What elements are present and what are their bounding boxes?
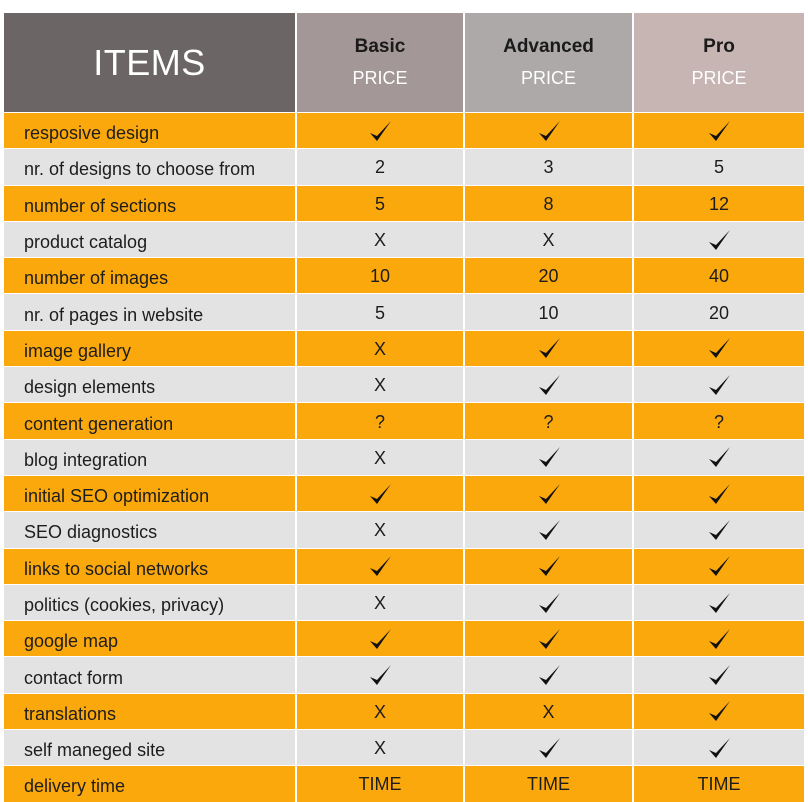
table-row [4, 548, 804, 584]
value-pro [634, 258, 804, 293]
check-icon [634, 367, 804, 402]
table-row [4, 221, 804, 257]
check-icon [634, 476, 804, 511]
feature-label: product catalog [4, 222, 297, 257]
feature-label: number of sections [4, 186, 297, 221]
plan-price-advanced: PRICE [520, 68, 576, 88]
value-advanced [465, 294, 634, 329]
check-icon [465, 331, 634, 366]
value-advanced [465, 186, 634, 221]
feature-label: nr. of designs to choose from [4, 149, 297, 184]
cell-value: X [373, 230, 386, 251]
feature-label: initial SEO optimization [4, 476, 297, 511]
table-row [4, 439, 804, 475]
plan-price-basic: PRICE [352, 68, 408, 88]
cell-value: TIME [697, 774, 741, 795]
cell-value: X [373, 375, 386, 396]
plan-price-pro: PRICE [691, 68, 747, 88]
value-basic [297, 331, 465, 366]
cell-value: X [373, 520, 386, 541]
table-row [4, 330, 804, 366]
cell-value: 10 [538, 302, 559, 323]
feature-label: contact form [4, 657, 297, 692]
check-icon [634, 440, 804, 475]
feature-label: links to social networks [4, 549, 297, 584]
feature-rows [4, 112, 804, 802]
table-row [4, 729, 804, 765]
feature-label: number of images [4, 258, 297, 293]
check-icon [465, 512, 634, 547]
value-pro [634, 149, 804, 184]
value-basic [297, 367, 465, 402]
check-icon [634, 512, 804, 547]
check-icon [465, 657, 634, 692]
cell-value: X [373, 338, 386, 359]
value-pro [634, 403, 804, 438]
value-basic [297, 403, 465, 438]
table-row [4, 257, 804, 293]
cell-value: X [542, 701, 555, 722]
feature-label: SEO diagnostics [4, 512, 297, 547]
check-icon [465, 585, 634, 620]
feature-label: nr. of pages in website [4, 294, 297, 329]
check-icon [634, 113, 804, 148]
cell-value: 40 [708, 266, 730, 287]
cell-value: X [542, 230, 555, 251]
items-header-label: ITEMS [93, 41, 206, 83]
feature-label: content generation [4, 403, 297, 438]
cell-value: X [373, 738, 386, 759]
value-pro [634, 766, 804, 801]
value-basic [297, 440, 465, 475]
check-icon [465, 730, 634, 765]
check-icon [465, 476, 634, 511]
table-row [4, 656, 804, 692]
cell-value: 12 [708, 193, 730, 214]
check-icon [634, 549, 804, 584]
value-basic [297, 512, 465, 547]
cell-value: 3 [543, 157, 554, 178]
table-row [4, 584, 804, 620]
value-advanced [465, 222, 634, 257]
check-icon [297, 621, 465, 656]
table-row [4, 511, 804, 547]
value-basic [297, 585, 465, 620]
value-basic [297, 149, 465, 184]
value-basic [297, 766, 465, 801]
cell-value: 8 [543, 193, 554, 214]
value-advanced [465, 258, 634, 293]
items-header [4, 13, 297, 112]
value-advanced [465, 149, 634, 184]
check-icon [634, 657, 804, 692]
check-icon [634, 694, 804, 729]
cell-value: 20 [538, 266, 559, 287]
check-icon [634, 331, 804, 366]
check-icon [297, 657, 465, 692]
cell-value: ? [543, 411, 554, 432]
value-basic [297, 186, 465, 221]
check-icon [634, 585, 804, 620]
check-icon [297, 549, 465, 584]
value-advanced [465, 766, 634, 801]
cell-value: X [373, 447, 386, 468]
table-row [4, 148, 804, 184]
check-icon [465, 113, 634, 148]
plan-header-basic [297, 13, 465, 112]
plan-name-basic: Basic [354, 36, 406, 57]
value-advanced [465, 694, 634, 729]
value-basic [297, 694, 465, 729]
plan-name-pro: Pro [703, 36, 735, 57]
feature-label: self maneged site [4, 730, 297, 765]
cell-value: 20 [708, 302, 730, 323]
feature-label: resposive design [4, 113, 297, 148]
cell-value: X [373, 593, 386, 613]
value-pro [634, 186, 804, 221]
cell-value: TIME [358, 774, 402, 795]
check-icon [465, 367, 634, 402]
feature-label: delivery time [4, 766, 297, 801]
value-advanced [465, 403, 634, 438]
header-row [4, 13, 804, 112]
check-icon [297, 113, 465, 148]
feature-label: design elements [4, 367, 297, 402]
cell-value: ? [374, 411, 385, 432]
table-row [4, 185, 804, 221]
check-icon [465, 440, 634, 475]
value-basic [297, 222, 465, 257]
check-icon [634, 222, 804, 257]
plan-name-advanced: Advanced [503, 36, 594, 57]
plan-header-advanced [465, 13, 634, 112]
cell-value: TIME [527, 774, 570, 795]
feature-label: google map [4, 621, 297, 656]
table-row [4, 112, 804, 148]
table-row [4, 475, 804, 511]
table-row [4, 293, 804, 329]
check-icon [465, 621, 634, 656]
cell-value: ? [713, 411, 724, 432]
table-row [4, 366, 804, 402]
value-basic [297, 730, 465, 765]
cell-value: 5 [713, 157, 724, 178]
check-icon [634, 730, 804, 765]
plan-header-pro [634, 13, 804, 112]
feature-label: blog integration [4, 440, 297, 475]
check-icon [297, 476, 465, 511]
cell-value: 2 [374, 157, 385, 178]
check-icon [465, 549, 634, 584]
value-basic [297, 294, 465, 329]
check-icon [634, 621, 804, 656]
table-row [4, 693, 804, 729]
feature-label: politics (cookies, privacy) [4, 585, 297, 620]
feature-label: translations [4, 694, 297, 729]
table-row [4, 765, 804, 801]
table-row [4, 402, 804, 438]
cell-value: 10 [369, 266, 391, 287]
feature-label: image gallery [4, 331, 297, 366]
value-basic [297, 258, 465, 293]
cell-value: 5 [374, 302, 385, 323]
cell-value: 5 [374, 193, 385, 214]
cell-value: X [373, 701, 386, 722]
pricing-table [4, 13, 804, 800]
table-row [4, 620, 804, 656]
value-pro [634, 294, 804, 329]
